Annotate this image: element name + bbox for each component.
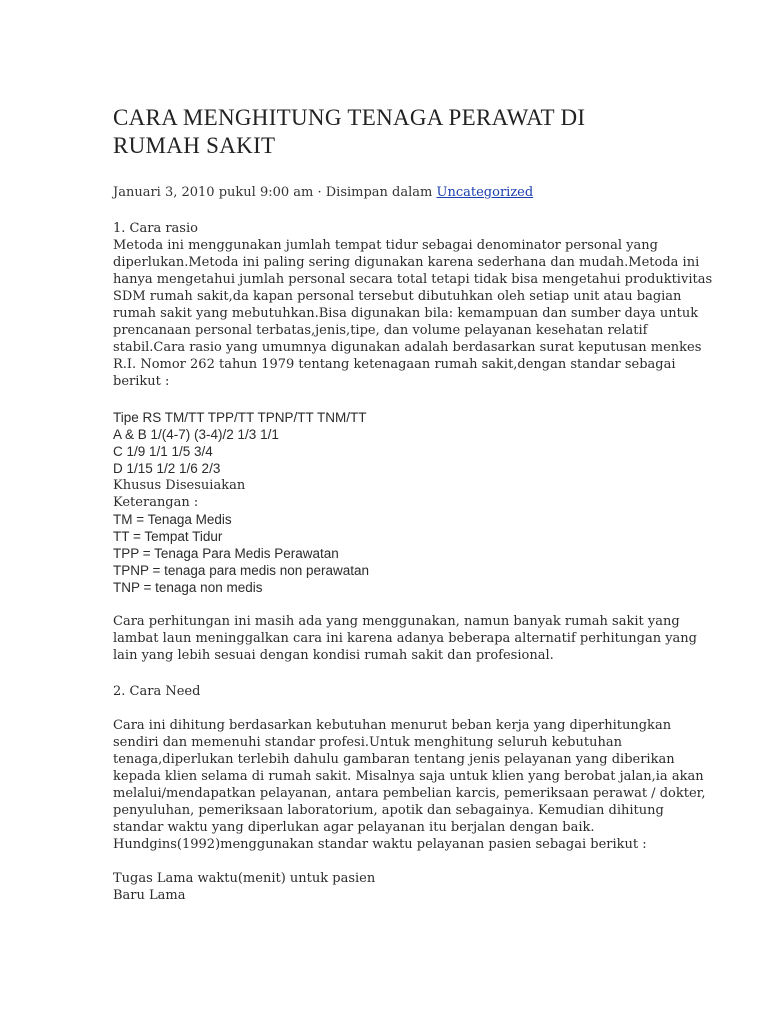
section2-paragraph xyxy=(113,717,708,853)
legend-line: TT = Tempat Tidur xyxy=(113,529,223,544)
paragraph-line: prencanaan personal terbatas,jenis,tipe, dan volume pelayanan kesehatan relatif xyxy=(113,323,648,338)
legend-line: TPNP = tenaga para medis non perawatan xyxy=(113,563,370,578)
paragraph-line: berikut : xyxy=(113,374,170,389)
service-time-table xyxy=(113,870,708,904)
ratio-table-row: Tipe RS TM/TT TPP/TT TPNP/TT TNM/TT xyxy=(113,410,367,425)
service-time-row: Baru Lama xyxy=(113,888,186,903)
section-heading: 2. Cara Need xyxy=(113,684,201,699)
legend-line: Keterangan : xyxy=(113,495,199,510)
paragraph-line: stabil.Cara rasio yang umumnya digunakan adalah berdasarkan surat keputusan menkes xyxy=(113,340,702,355)
paragraph-line: Cara ini dihitung berdasarkan kebutuhan menurut beban kerja yang diperhitungkan xyxy=(113,718,672,733)
section1-paragraph xyxy=(113,237,713,390)
paragraph-line: hanya mengetahui jumlah personal secara total tetapi tidak bisa mengetahui produktivitas xyxy=(113,272,713,287)
ratio-table xyxy=(113,409,708,596)
paragraph-line: rumah sakit yang mebutuhkan.Bisa digunakan bila: kemampuan dan sumber daya untuk xyxy=(113,306,699,321)
paragraph-line: sendiri dan memenuhi standar profesi.Untuk menghitung seluruh kebutuhan xyxy=(113,735,622,750)
title-line: CARA MENGHITUNG TENAGA PERAWAT DI xyxy=(113,105,586,130)
paragraph-line: SDM rumah sakit,da kapan personal tersebut dibutuhkan oleh setiap unit atau bagian xyxy=(113,289,682,304)
paragraph-line: diperlukan.Metoda ini paling sering digunakan karena sederhana dan mudah.Metoda ini xyxy=(113,255,700,270)
service-time-row: Tugas Lama waktu(menit) untuk pasien xyxy=(113,871,376,886)
paragraph-line: penyuluhan, pemeriksaan laboratorium, apotik dan sebagainya. Kemudian dihitung xyxy=(113,803,664,818)
paragraph-line: Hundgins(1992)menggunakan standar waktu pelayanan pasien sebagai berikut : xyxy=(113,837,647,852)
ratio-table-row: C 1/9 1/1 1/5 3/4 xyxy=(113,444,213,459)
post-date-and-category-label: Januari 3, 2010 pukul 9:00 am · Disimpan dalam xyxy=(113,185,437,200)
paragraph-line: lain yang lebih sesuai dengan kondisi rumah sakit dan profesional. xyxy=(113,648,554,663)
spacer xyxy=(113,700,708,717)
paragraph-line: melalui/mendapatkan pelayanan, antara pembelian karcis, pemeriksaan perawat / dokter, xyxy=(113,786,706,801)
ratio-table-row: A & B 1/(4-7) (3-4)/2 1/3 1/1 xyxy=(113,427,279,442)
paragraph-line: lambat laun meninggalkan cara ini karena adanya beberapa alternatif perhitungan yang xyxy=(113,631,698,646)
spacer xyxy=(113,853,708,870)
paragraph-line: Metoda ini menggunakan jumlah tempat tidur sebagai denominator personal yang xyxy=(113,238,658,253)
post-meta xyxy=(113,184,708,201)
section-heading: 1. Cara rasio xyxy=(113,221,198,236)
paragraph-line: R.I. Nomor 262 tahun 1979 tentang ketenagaan rumah sakit,dengan standar sebagai xyxy=(113,357,676,372)
paragraph-line: standar waktu yang diperlukan agar pelayanan itu berjalan dengan baik. xyxy=(113,820,595,835)
article-title xyxy=(113,104,708,160)
ratio-table-row: D 1/15 1/2 1/6 2/3 xyxy=(113,461,221,476)
paragraph-line: tenaga,diperlukan terlebih dahulu gambaran tentang jenis pelayanan yang diberikan xyxy=(113,752,675,767)
title-line: RUMAH SAKIT xyxy=(113,133,276,158)
legend-line: TPP = Tenaga Para Medis Perawatan xyxy=(113,546,339,561)
legend-line: TM = Tenaga Medis xyxy=(113,512,232,527)
paragraph-line: kepada klien selama di rumah sakit. Misalnya saja untuk klien yang berobat jalan,ia akan xyxy=(113,769,704,784)
ratio-table-note: Khusus Disesuiakan xyxy=(113,478,246,493)
section1-closing-paragraph xyxy=(113,613,708,664)
category-link[interactable]: Uncategorized xyxy=(436,185,534,200)
spacer xyxy=(113,596,708,613)
legend-line: TNP = tenaga non medis xyxy=(113,580,263,595)
paragraph-line: Cara perhitungan ini masih ada yang menggunakan, namun banyak rumah sakit yang xyxy=(113,614,680,629)
